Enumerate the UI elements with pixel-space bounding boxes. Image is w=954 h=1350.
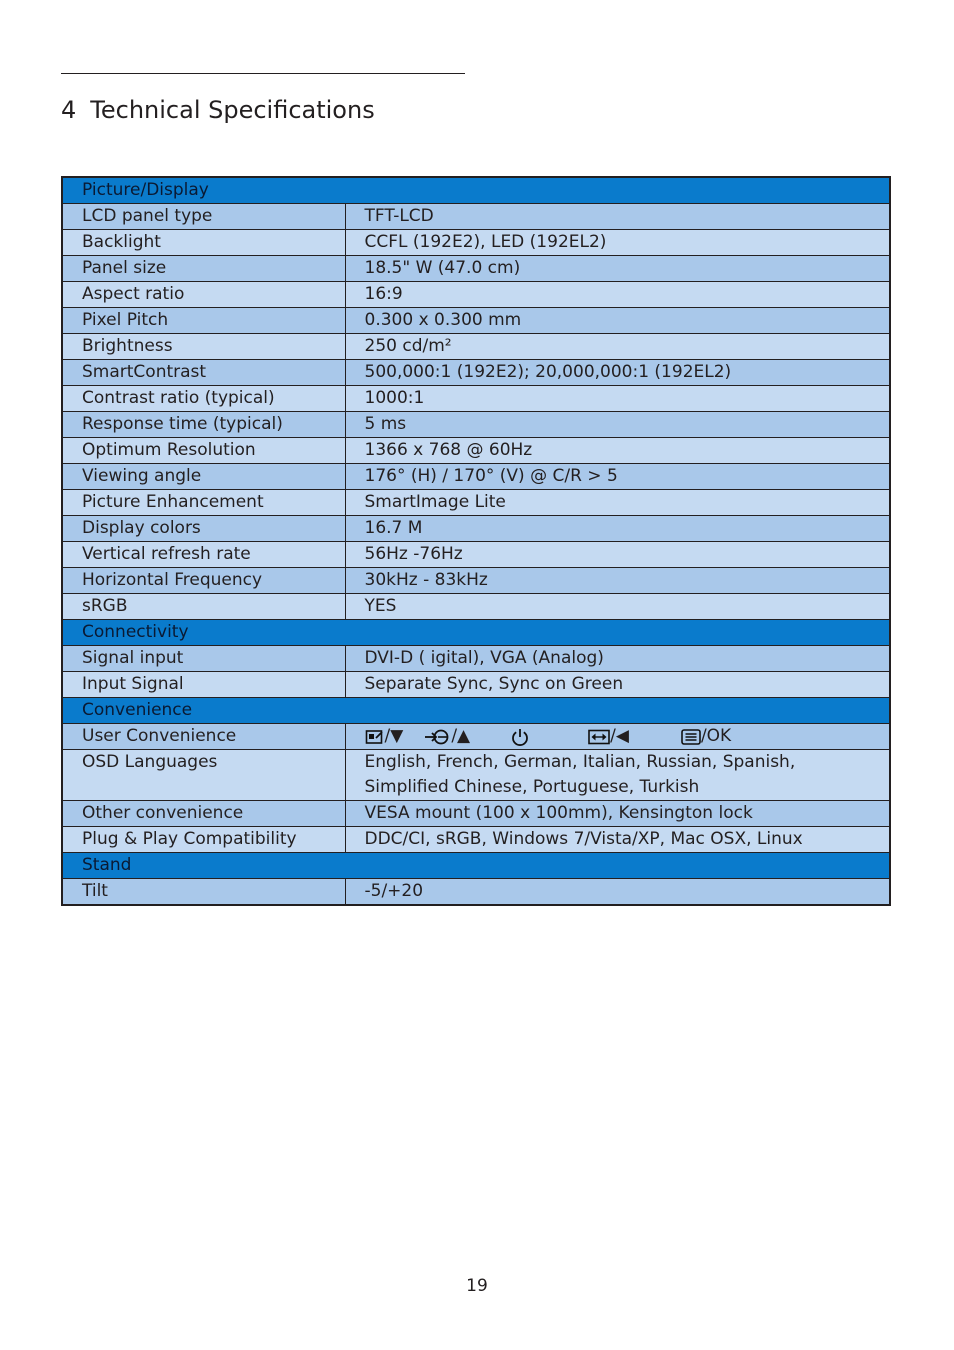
spec-label: Other convenience [62,801,345,827]
spec-value: TFT-LCD [345,204,890,230]
spec-row [62,360,890,386]
spec-label: Tilt [62,879,345,906]
control-suffix: /◀ [610,726,629,746]
input-source-icon [425,724,470,749]
spec-label: Signal input [62,646,345,672]
spec-row [62,490,890,516]
spec-row [62,646,890,672]
spec-row [62,204,890,230]
spec-row [62,568,890,594]
spec-value: CCFL (192E2), LED (192EL2) [345,230,890,256]
spec-value: 16:9 [345,282,890,308]
spec-label: sRGB [62,594,345,620]
spec-value: 500,000:1 (192E2); 20,000,000:1 (192EL2) [345,360,890,386]
menu-icon [681,724,731,749]
spec-row [62,412,890,438]
spec-value: 1000:1 [345,386,890,412]
page-title [61,96,375,124]
spec-value: 250 cd/m² [345,334,890,360]
section-header [62,177,890,204]
spec-row [62,542,890,568]
section-header [62,698,890,724]
chapter-title: Technical Specifications [90,96,375,124]
top-rule [61,73,465,74]
spec-label: User Convenience [62,724,345,750]
spec-row [62,827,890,853]
spec-label: Optimum Resolution [62,438,345,464]
spec-row [62,672,890,698]
section-title: Connectivity [62,620,890,646]
spec-value: 176° (H) / 170° (V) @ C/R > 5 [345,464,890,490]
spec-row [62,516,890,542]
spec-label: Pixel Pitch [62,308,345,334]
control-suffix: /▼ [384,726,404,746]
spec-value: 56Hz -76Hz [345,542,890,568]
spec-value: 1366 x 768 @ 60Hz [345,438,890,464]
spec-row [62,594,890,620]
spec-label: Horizontal Frequency [62,568,345,594]
spec-row [62,801,890,827]
spec-value [345,724,890,750]
control-icons [365,724,890,749]
spec-label: Display colors [62,516,345,542]
spec-row [62,256,890,282]
spec-value: 16.7 M [345,516,890,542]
spec-row [62,334,890,360]
spec-table-body [62,177,890,905]
spec-row [62,282,890,308]
spec-label: Aspect ratio [62,282,345,308]
spec-table [61,176,891,906]
spec-row [62,879,890,906]
spec-label: LCD panel type [62,204,345,230]
spec-row [62,464,890,490]
section-title: Stand [62,853,890,879]
spec-row [62,724,890,750]
spec-label: Response time (typical) [62,412,345,438]
spec-label: OSD Languages [62,750,345,801]
spec-value: DDC/CI, sRGB, Windows 7/Vista/XP, Mac OSX, Linux [345,827,890,853]
spec-label: SmartContrast [62,360,345,386]
spec-label: Viewing angle [62,464,345,490]
spec-value: Separate Sync, Sync on Green [345,672,890,698]
section-header [62,853,890,879]
section-title: Picture/Display [62,177,890,204]
spec-value: SmartImage Lite [345,490,890,516]
spec-label: Picture Enhancement [62,490,345,516]
spec-row [62,308,890,334]
spec-value: 18.5" W (47.0 cm) [345,256,890,282]
spec-label: Input Signal [62,672,345,698]
spec-value: -5/+20 [345,879,890,906]
spec-label: Panel size [62,256,345,282]
spec-label: Contrast ratio (typical) [62,386,345,412]
section-header [62,620,890,646]
spec-row [62,438,890,464]
spec-row [62,230,890,256]
spec-value [345,750,890,801]
page-number: 19 [466,1276,488,1296]
spec-value: 5 ms [345,412,890,438]
smartimage-icon [365,724,404,749]
spec-value: YES [345,594,890,620]
spec-label: Vertical refresh rate [62,542,345,568]
spec-value: 30kHz - 83kHz [345,568,890,594]
spec-row [62,750,890,801]
power-icon [510,727,530,747]
spec-label: Plug & Play Compatibility [62,827,345,853]
chapter-number: 4 [61,96,77,124]
spec-label: Backlight [62,230,345,256]
spec-value: 0.300 x 0.300 mm [345,308,890,334]
auto-adjust-icon [588,724,629,749]
section-title: Convenience [62,698,890,724]
control-suffix: /▲ [451,726,471,746]
spec-value-line: Simplified Chinese, Portuguese, Turkish [364,777,700,797]
control-suffix: /OK [700,726,732,746]
spec-value: VESA mount (100 x 100mm), Kensington lock [345,801,890,827]
spec-row [62,386,890,412]
spec-label: Brightness [62,334,345,360]
spec-value: DVI-D ( igital), VGA (Analog) [345,646,890,672]
spec-value-line: English, French, German, Italian, Russian, Spanish, [364,752,796,772]
